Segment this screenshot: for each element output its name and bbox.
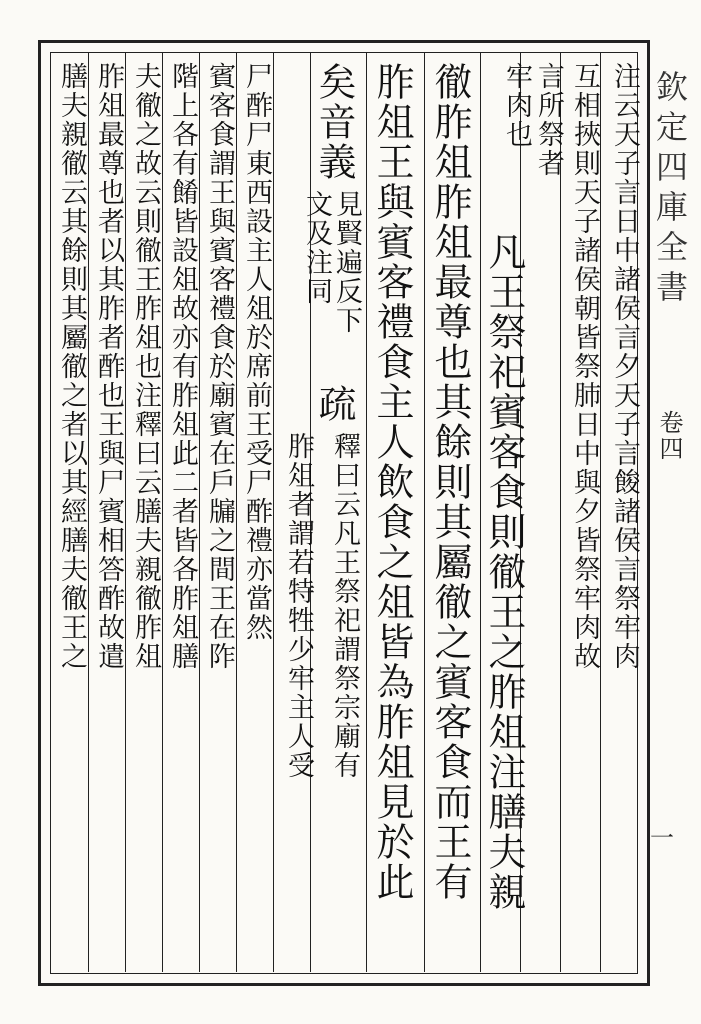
text-column-8: 尸酢尸東西設主人俎於席前王受尸酢禮亦當然 [241, 62, 272, 642]
column-rule [366, 52, 367, 972]
text-column-7-note-left: 文及注同 [301, 190, 332, 306]
book-title: 欽定四庫全書 [651, 70, 689, 310]
text-column-3a: 言所祭者 [533, 62, 564, 178]
text-column-13: 膳夫親徹云其餘則其屬徹之者以其經膳夫徹王之 [56, 62, 87, 671]
column-rule [480, 52, 481, 972]
column-rule [125, 52, 126, 972]
column-rule [560, 52, 561, 972]
volume-label: 卷四 [655, 410, 683, 462]
text-column-3b: 牢肉也 [501, 62, 532, 149]
text-column-7-note-right: 見賢遍反下 [331, 190, 362, 335]
text-column-7-yinyi: 矣音義 [312, 62, 356, 182]
text-column-11: 夫徹之故云則徹王胙俎也注釋曰云膳夫親徹胙俎 [130, 62, 161, 671]
column-rule [424, 52, 425, 972]
column-rule [600, 52, 601, 972]
folio-number: 一 [650, 824, 674, 852]
column-rule [236, 52, 237, 972]
text-column-10: 階上各有餚皆設俎故亦有胙俎此二者皆各胙俎膳 [167, 62, 198, 671]
text-column-4: 凡王祭祀賓客食則徹王之胙俎注膳夫親 [482, 232, 526, 912]
column-rule [162, 52, 163, 972]
column-rule [199, 52, 200, 972]
column-rule [88, 52, 89, 972]
column-rule [273, 52, 274, 972]
text-column-1: 注云天子言日中諸侯言夕天子言餕諸侯言祭牢肉 [609, 62, 640, 671]
text-column-7-shu-left: 胙俎者謂若特牲少牢主人受 [283, 432, 314, 780]
text-column-12: 胙俎最尊也者以其胙者酢也王與尸賓相答酢故遣 [93, 62, 124, 671]
text-column-6: 胙俎王與賓客禮食主人飲食之俎皆為胙俎見於此 [370, 62, 414, 902]
text-column-9: 賓客食謂王與賓客禮食於廟賓在戶牖之間王在阼 [204, 62, 235, 671]
shu-marker: 疏 [312, 384, 356, 424]
text-column-7-shu-right: 釋曰云凡王祭祀謂祭宗廟有 [329, 432, 360, 780]
text-column-5: 徹胙俎胙俎最尊也其餘則其屬徹之賓客食而王有 [428, 62, 472, 902]
text-column-2: 互相挾則天子諸侯朝皆祭肺日中與夕皆祭牢肉故 [569, 62, 600, 671]
